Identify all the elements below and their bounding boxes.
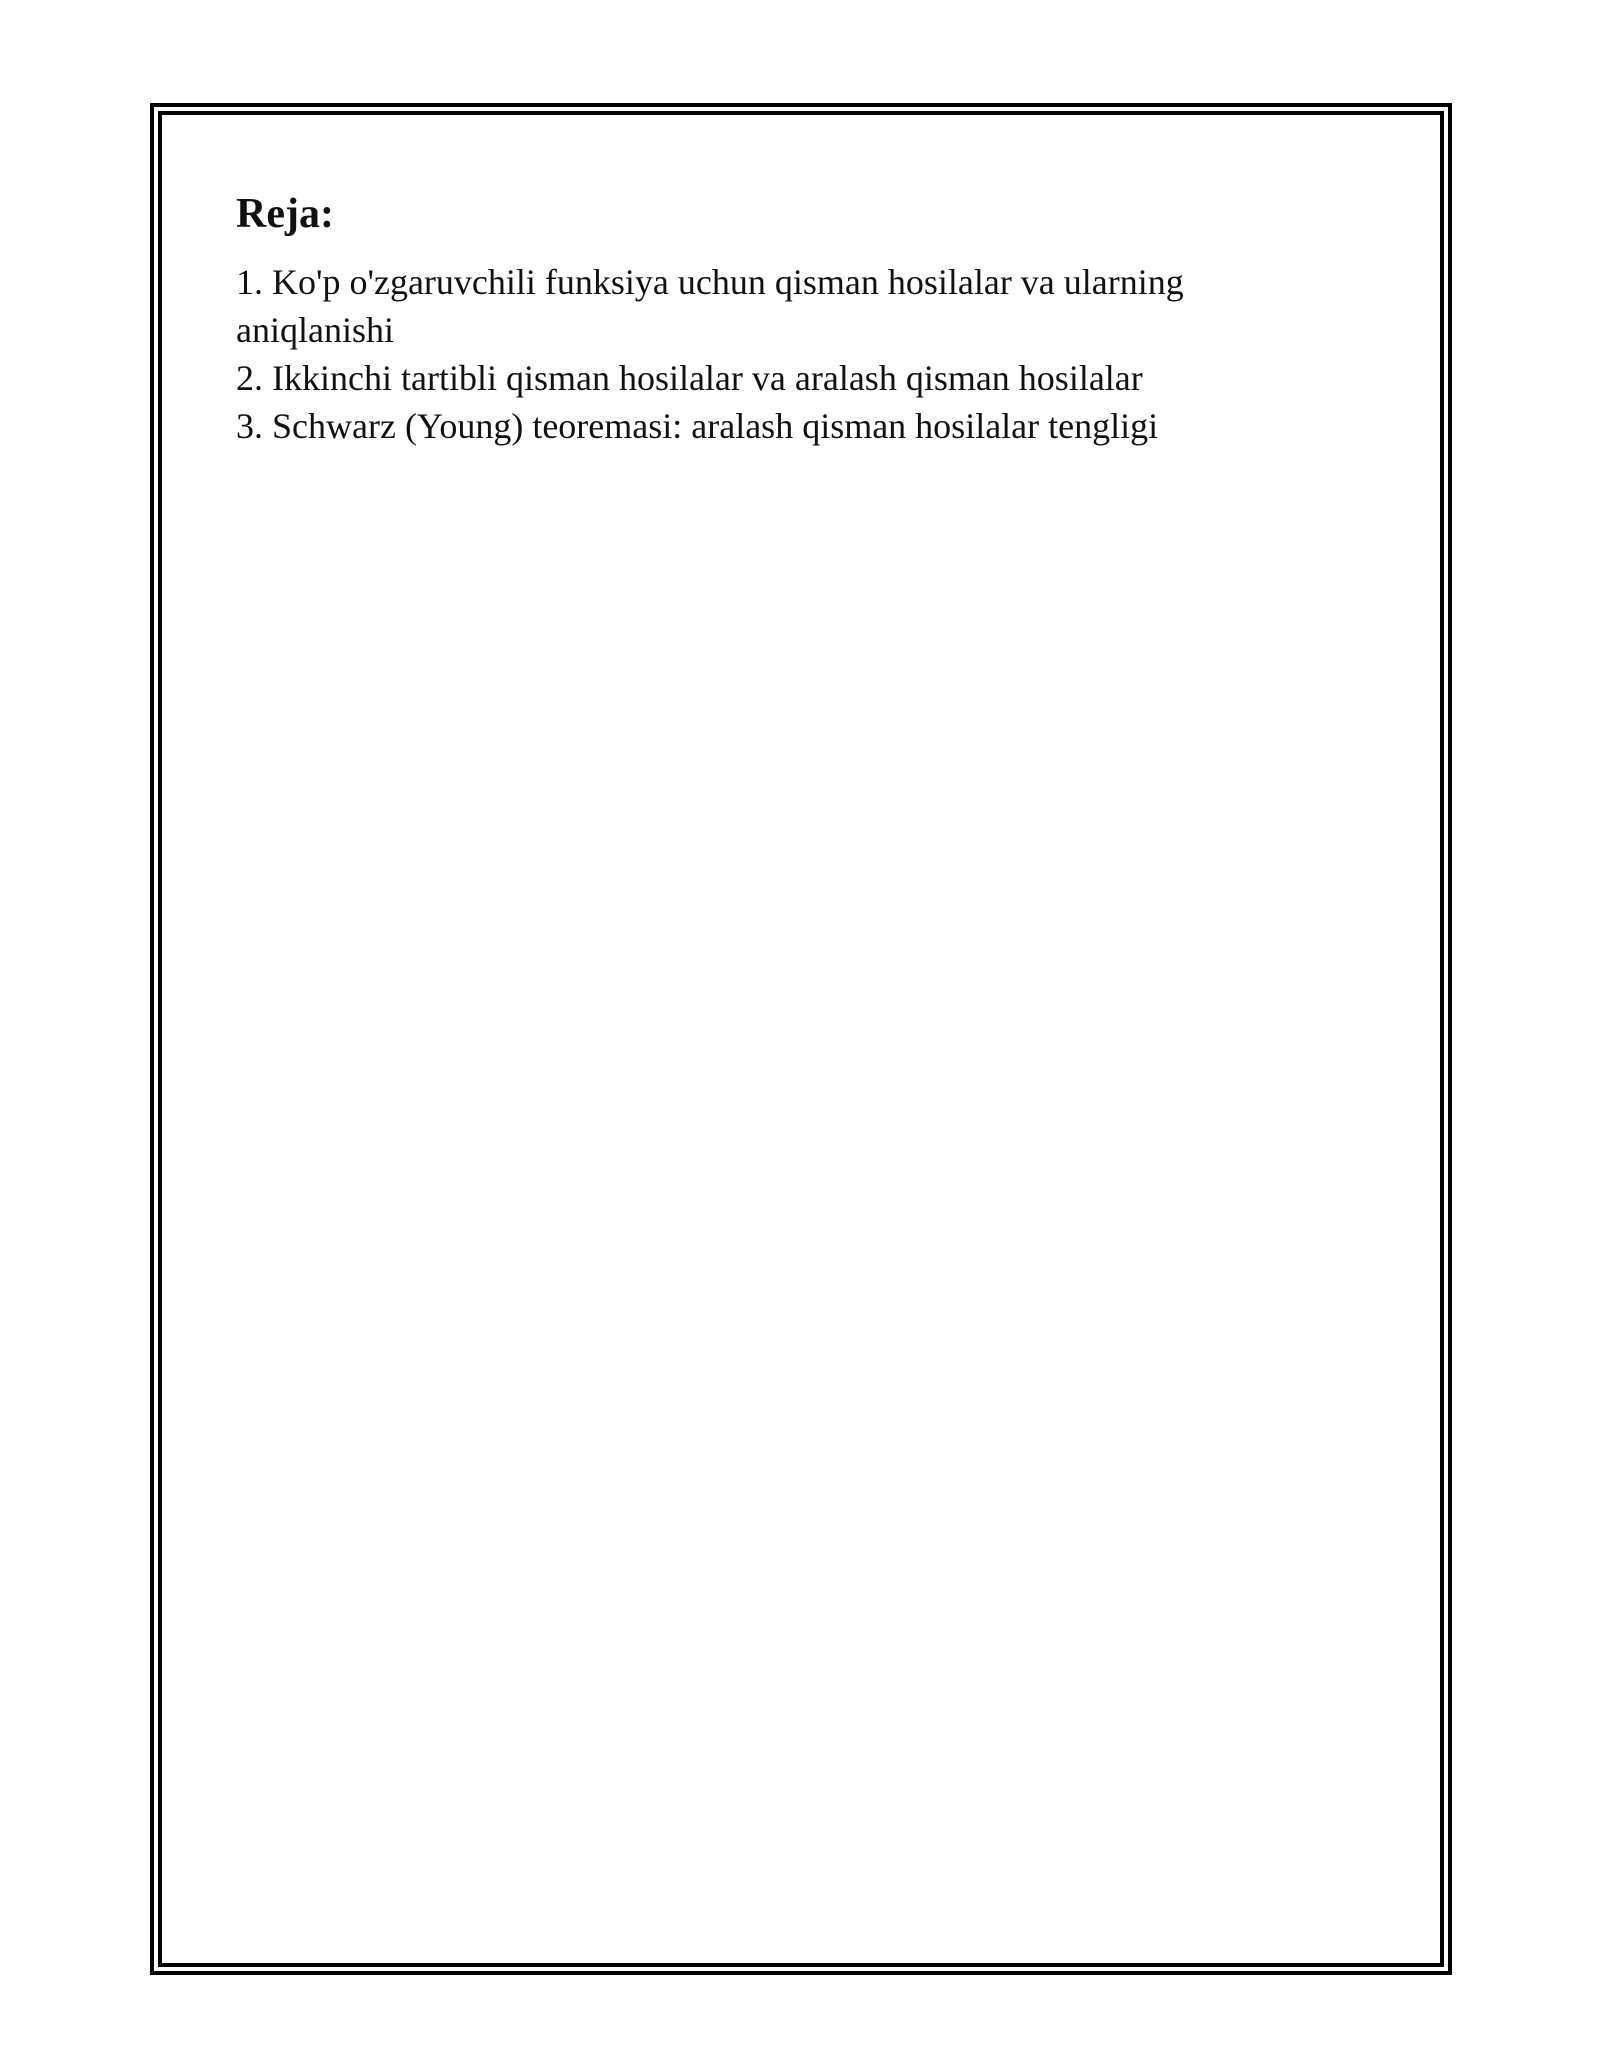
document-content [236, 186, 1386, 450]
plan-item-3: 3. Schwarz (Young) teoremasi: aralash qisman hosilalar tengligi [236, 406, 1159, 446]
plan-item-2: 2. Ikkinchi tartibli qisman hosilalar va aralash qisman hosilalar [236, 358, 1143, 398]
plan-list [236, 258, 1386, 450]
plan-item-1: 1. Ko'p o'zgaruvchili funksiya uchun qisman hosilalar va ularning aniqlanishi [236, 262, 1184, 350]
plan-heading: Reja: [236, 191, 334, 237]
